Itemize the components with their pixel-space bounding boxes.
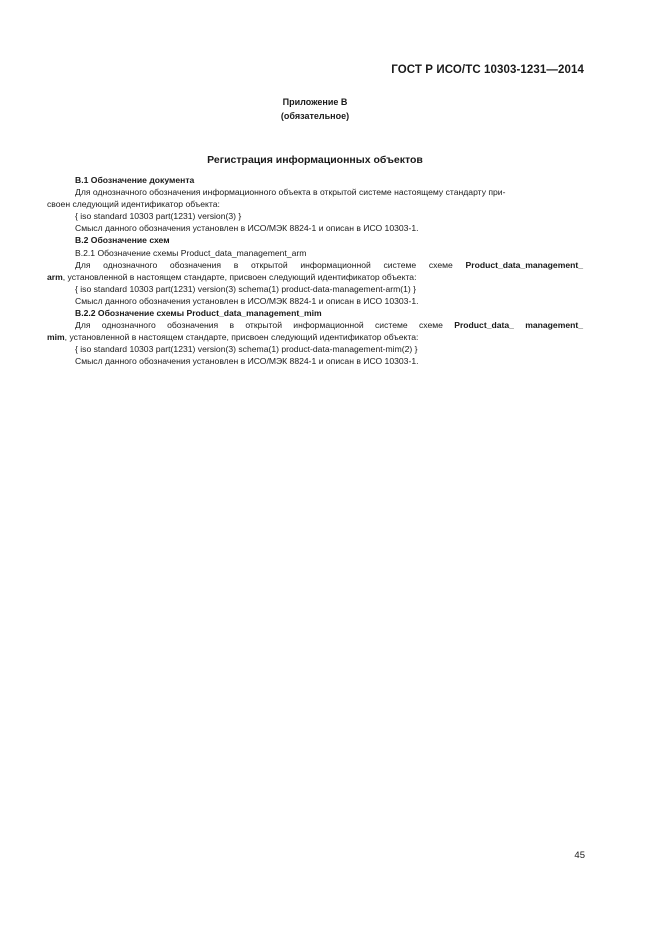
b21-paragraph-line-1 (47, 259, 583, 271)
b21-schema-name-part-1: Product_data_management_ (465, 259, 583, 270)
b22-paragraph-end: , установленной в настоящем стандарте, присвоен следующий идентификатор объекта: (64, 332, 419, 343)
body-text (47, 174, 583, 368)
b1-heading: В.1 Обозначение документа (75, 175, 195, 185)
b22-paragraph-line-1 (47, 319, 583, 331)
b2-heading: В.2 Обозначение схем (75, 235, 170, 246)
b22-meaning: Смысл данного обозначения установлен в ИСО/МЭК 8824-1 и описан в ИСО 10303-1. (75, 356, 419, 367)
page-number: 45 (574, 850, 585, 861)
b21-identifier: { iso standard 10303 part(1231) version(3) schema(1) product-data-management-arm(1) } (75, 283, 417, 294)
b22-identifier: { iso standard 10303 part(1231) version(3) schema(1) product-data-management-mim(2) } (75, 344, 418, 355)
b21-paragraph-start: Для однозначного обозначения в открытой информационной системе схеме (75, 259, 466, 270)
b1-identifier: { iso standard 10303 part(1231) version(3) } (75, 211, 242, 222)
b21-heading: В.2.1 Обозначение схемы Product_data_management_arm (75, 247, 307, 258)
section-title: Регистрация информационных объектов (207, 154, 423, 166)
b1-paragraph-line-1: Для однозначного обозначения информационного объекта в открытой системе настоящему стандарту при- (75, 187, 506, 198)
b1-paragraph-line-2: своен следующий идентификатор объекта: (47, 199, 220, 210)
b21-meaning: Смысл данного обозначения установлен в ИСО/МЭК 8824-1 и описан в ИСО 10303-1. (75, 295, 419, 306)
b22-paragraph-line-2 (47, 331, 583, 343)
b21-schema-name-part-2: arm (47, 271, 63, 282)
standard-code: ГОСТ Р ИСО/ТС 10303-1231—2014 (391, 64, 584, 76)
b1-meaning: Смысл данного обозначения установлен в ИСО/МЭК 8824-1 и описан в ИСО 10303-1. (75, 223, 419, 234)
appendix-title: Приложение В (282, 97, 348, 107)
b21-paragraph-line-2 (47, 271, 583, 283)
b22-paragraph-start: Для однозначного обозначения в открытой информационной системе схеме (75, 320, 455, 331)
appendix-subtitle: (обязательное) (280, 111, 350, 121)
b22-schema-name-part-1: Product_data_ management_ (454, 320, 584, 331)
b21-paragraph-end: , установленной в настоящем стандарте, присвоен следующий идентификатор объекта: (62, 271, 417, 282)
appendix-heading (0, 95, 630, 123)
b22-heading: В.2.2 Обозначение схемы Product_data_management_mim (75, 308, 322, 319)
b22-schema-name-part-2: mim (47, 332, 65, 343)
